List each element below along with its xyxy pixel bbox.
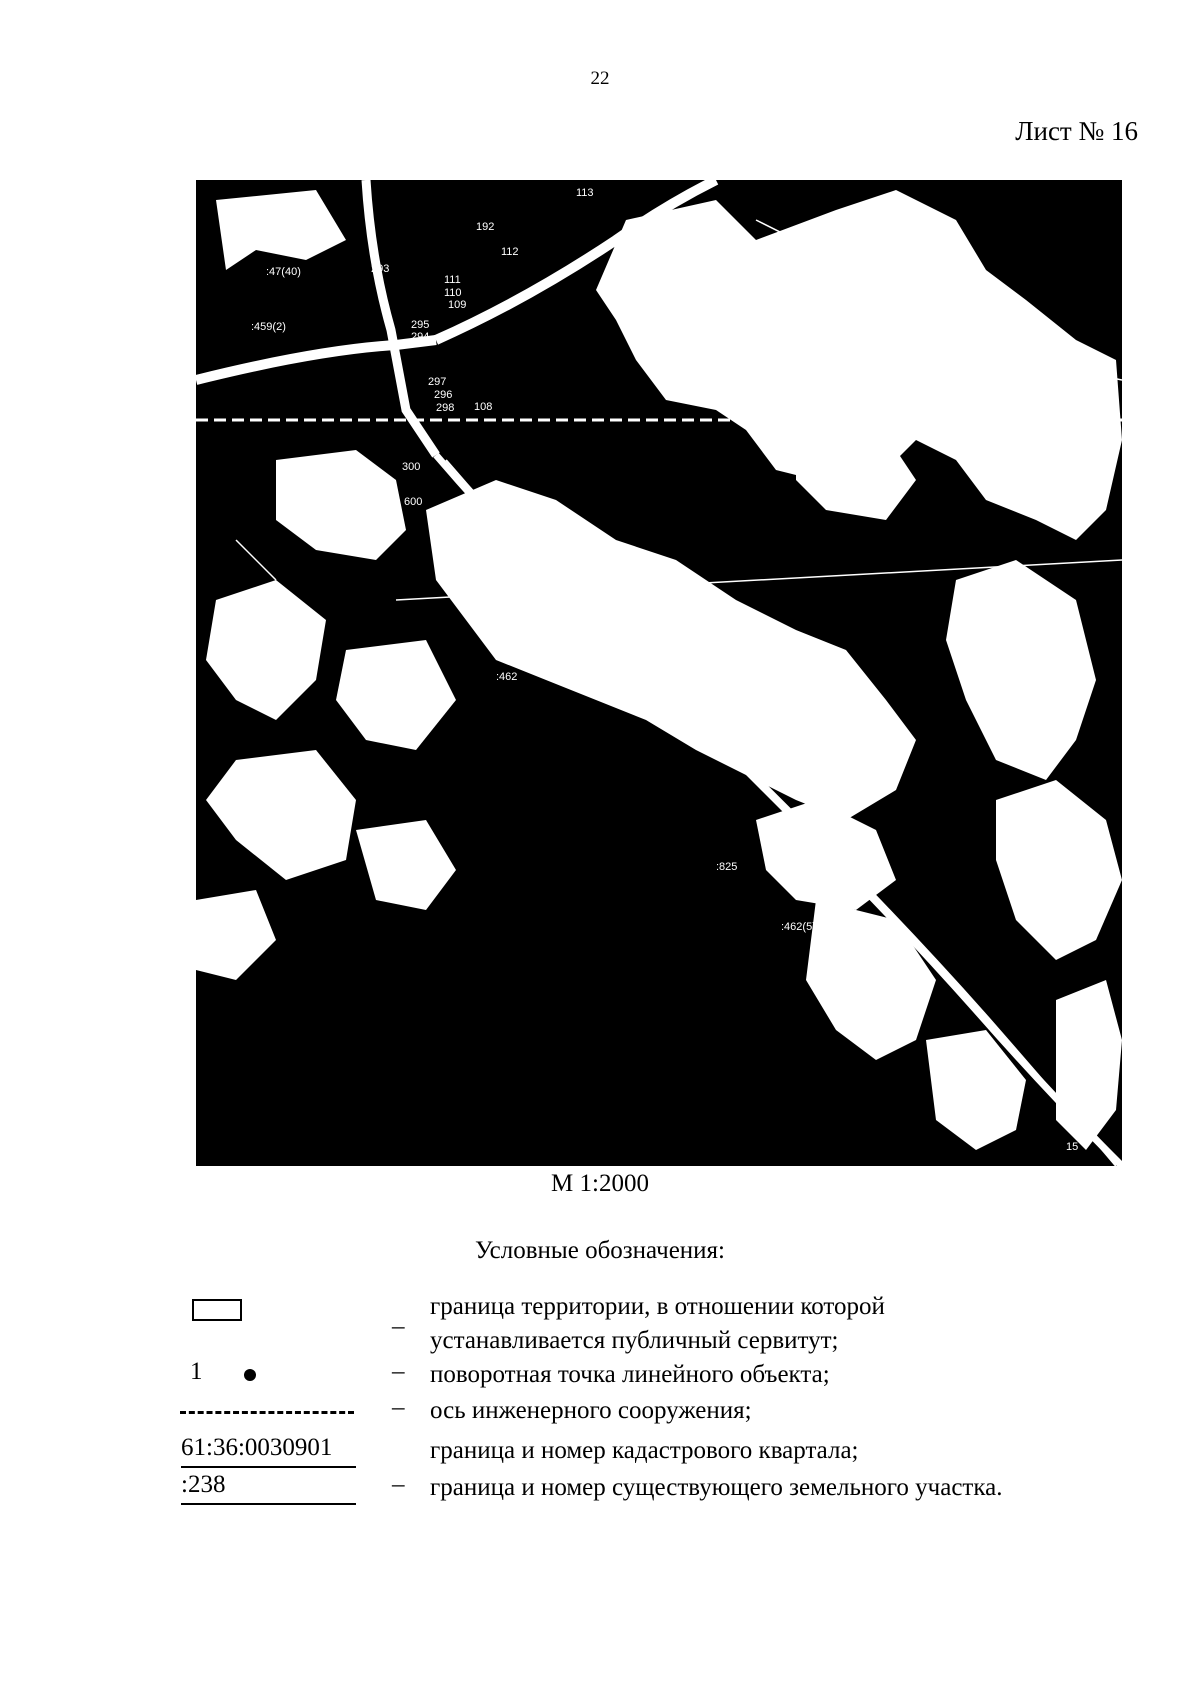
plot-underline xyxy=(181,1503,356,1505)
quarter-underline xyxy=(181,1466,356,1468)
map-label: 112 xyxy=(501,246,519,258)
map-label: 600 xyxy=(404,496,423,508)
map-label: 296 xyxy=(434,389,453,401)
map-label: 293 xyxy=(371,263,390,275)
map-label: 108 xyxy=(474,401,493,413)
map-image xyxy=(196,180,1122,1166)
map-label: 298 xyxy=(436,402,455,414)
map-label: 297 xyxy=(428,376,447,388)
map-label: 294 xyxy=(411,331,430,343)
map-label: 300 xyxy=(402,461,421,473)
map-label: :462 xyxy=(496,671,518,683)
legend-text-quarter: граница и номер кадастрового квартала; xyxy=(430,1437,859,1464)
legend-dash: _ xyxy=(392,1304,405,1331)
sheet-label: Лист № 16 xyxy=(1015,116,1138,146)
map-scale: М 1:2000 xyxy=(551,1170,649,1197)
point-dot-symbol xyxy=(244,1369,256,1381)
land-plot-code: :238 xyxy=(181,1471,226,1498)
map-label: 61:07:0600001 xyxy=(644,326,718,338)
legend-text-boundary-2: устанавливается публичный сервитут; xyxy=(430,1327,839,1354)
page-number: 22 xyxy=(590,68,610,89)
legend-dash: – xyxy=(392,1394,405,1421)
map-label: :825 xyxy=(716,861,738,873)
map-label: 111 xyxy=(444,274,461,286)
legend-text-boundary-1: граница территории, в отношении которой xyxy=(430,1293,885,1320)
legend-title: Условные обозначения: xyxy=(474,1237,726,1264)
map-label: 113 xyxy=(576,187,594,199)
axis-dashed-symbol xyxy=(180,1411,354,1414)
map-label: 15 xyxy=(1066,1141,1079,1153)
legend-text-plot: граница и номер существующего земельного участка. xyxy=(430,1474,1003,1501)
map-label: :387(116) xyxy=(266,241,313,253)
cadastral-quarter-code: 61:36:0030901 xyxy=(181,1434,333,1461)
map-label: :47(40) xyxy=(266,266,301,278)
legend-text-axis: ось инженерного сооружения; xyxy=(430,1397,752,1424)
boundary-rect-symbol xyxy=(192,1299,242,1321)
map-label: 109 xyxy=(448,299,467,311)
legend-text-point: поворотная точка линейного объекта; xyxy=(430,1361,830,1388)
map-label: 110 xyxy=(444,287,462,299)
map-label: :462(5) xyxy=(781,921,816,933)
legend-dash: – xyxy=(392,1358,405,1385)
point-number-symbol: 1 xyxy=(190,1358,203,1385)
legend-dash: – xyxy=(392,1471,405,1498)
map-label: 295 xyxy=(411,319,430,331)
map-label: 192 xyxy=(476,221,495,233)
map-label: :459(2) xyxy=(251,321,286,333)
